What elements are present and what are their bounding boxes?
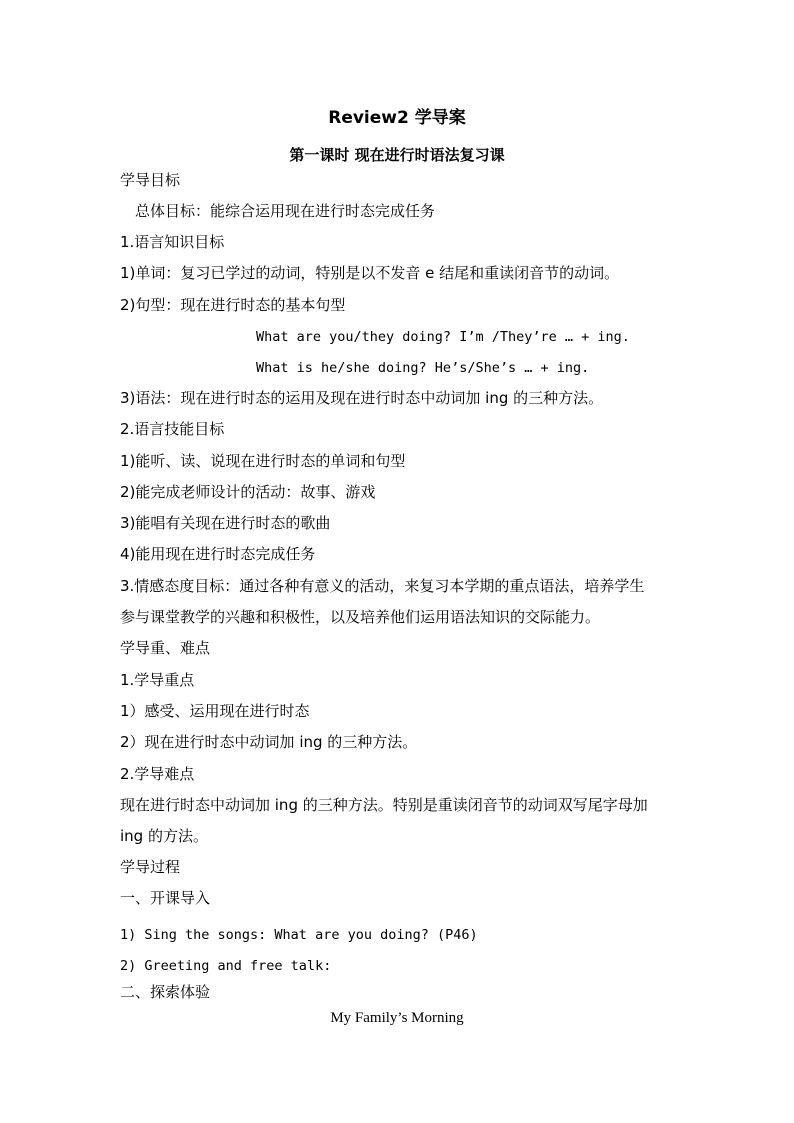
difficulty-heading: 2.学导难点 <box>120 765 195 783</box>
key-point-item-2: 2）现在进行时态中动词加 ing 的三种方法。 <box>120 733 418 751</box>
grammar-objective: 3)语法：现在进行时态的运用及现在进行时态中动词加 ing 的三种方法。 <box>120 389 604 407</box>
attitude-objective-continued: 参与课堂教学的兴趣和积极性，以及培养他们运用语法知识的交际能力。 <box>120 608 601 626</box>
step-heading-explore: 二、探索体验 <box>120 983 211 1001</box>
intro-item-2: 2) Greeting and free talk: <box>120 958 332 974</box>
sentence-pattern-example-2: What is he/she doing? He’s/She’s … + ing. <box>256 360 590 376</box>
difficulty-text-continued: ing 的方法。 <box>120 827 208 845</box>
document-title: Review2 学导案 <box>328 108 466 128</box>
step-heading-intro: 一、开课导入 <box>120 889 211 907</box>
attitude-objective: 3.情感态度目标：通过各种有意义的活动，来复习本学期的重点语法，培养学生 <box>120 577 645 595</box>
skill-item-4: 4)能用现在进行时态完成任务 <box>120 545 316 563</box>
skill-item-3: 3)能唱有关现在进行时态的歌曲 <box>120 514 331 532</box>
key-point-heading: 1.学导重点 <box>120 671 195 689</box>
key-point-item-1: 1）感受、运用现在进行时态 <box>120 702 310 720</box>
overall-objective: 总体目标：能综合运用现在进行时态完成任务 <box>135 202 436 220</box>
skill-item-2: 2)能完成老师设计的活动：故事、游戏 <box>120 483 376 501</box>
story-title: My Family’s Morning <box>330 1010 464 1026</box>
section-heading-objectives: 学导目标 <box>120 171 181 189</box>
skill-item-1: 1)能听、读、说现在进行时态的单词和句型 <box>120 452 406 470</box>
section-heading-key-points: 学导重、难点 <box>120 639 211 657</box>
words-objective: 1)单词：复习已学过的动词，特别是以不发音 e 结尾和重读闭音节的动词。 <box>120 264 620 282</box>
knowledge-objective-heading: 1.语言知识目标 <box>120 233 225 251</box>
difficulty-text: 现在进行时态中动词加 ing 的三种方法。特别是重读闭音节的动词双写尾字母加 <box>120 796 648 814</box>
section-heading-process: 学导过程 <box>120 858 181 876</box>
sentence-pattern-objective: 2)句型：现在进行时态的基本句型 <box>120 296 346 314</box>
lesson-subtitle: 第一课时 现在进行时语法复习课 <box>289 146 505 164</box>
sentence-pattern-example-1: What are you/they doing? I’m /They’re … + ing. <box>256 329 630 345</box>
skills-objective-heading: 2.语言技能目标 <box>120 420 225 438</box>
intro-item-1: 1) Sing the songs: What are you doing? (P46) <box>120 927 478 943</box>
